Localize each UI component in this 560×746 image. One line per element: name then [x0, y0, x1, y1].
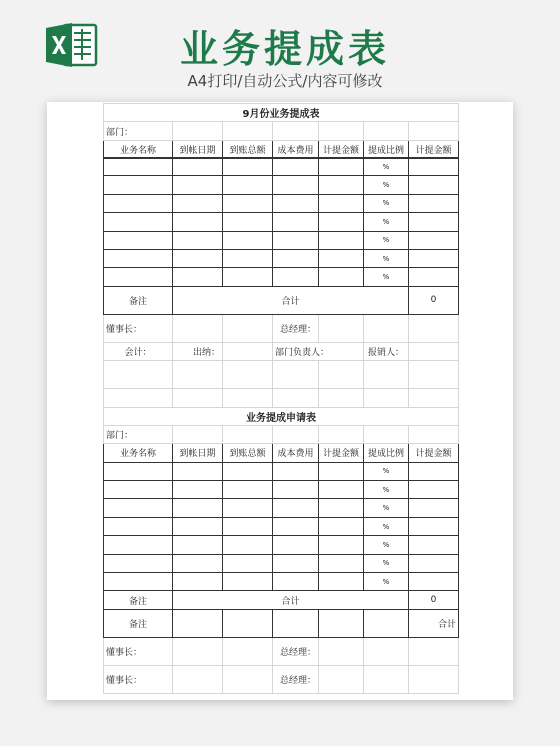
table-row: [104, 517, 459, 535]
gm-label: 总经理：: [273, 314, 319, 342]
cell[interactable]: [273, 122, 319, 140]
cell[interactable]: [104, 176, 173, 194]
cell[interactable]: [319, 481, 364, 499]
reporter-label: 报销人：: [364, 342, 409, 360]
cell[interactable]: [223, 389, 273, 407]
cell[interactable]: [223, 665, 273, 693]
percent-cell[interactable]: %: [364, 158, 409, 176]
remark-label: 备注: [104, 609, 173, 637]
cell[interactable]: [409, 637, 459, 665]
cell[interactable]: [273, 517, 319, 535]
cell[interactable]: [104, 573, 173, 591]
cell[interactable]: [319, 268, 364, 286]
col-header: 到帐日期: [173, 140, 223, 158]
total-label: 合计: [409, 609, 459, 637]
cell[interactable]: [364, 637, 409, 665]
cell[interactable]: [319, 122, 364, 140]
cell[interactable]: [223, 425, 273, 443]
table-row: [104, 536, 459, 554]
table-row: [104, 499, 459, 517]
cell[interactable]: [364, 665, 409, 693]
cell[interactable]: [409, 481, 459, 499]
cell[interactable]: [319, 314, 364, 342]
percent-cell[interactable]: %: [364, 231, 409, 249]
cell[interactable]: [409, 517, 459, 535]
cell[interactable]: [273, 268, 319, 286]
cell[interactable]: [273, 499, 319, 517]
table-row: [104, 554, 459, 572]
cell[interactable]: [319, 536, 364, 554]
col-header: 计提金额: [409, 140, 459, 158]
cell[interactable]: [223, 231, 273, 249]
dept-label: 部门：: [104, 122, 173, 140]
cell[interactable]: [273, 609, 319, 637]
cell[interactable]: [409, 268, 459, 286]
cell[interactable]: [104, 231, 173, 249]
cell[interactable]: [223, 249, 273, 267]
cell[interactable]: [319, 573, 364, 591]
cell[interactable]: [319, 499, 364, 517]
cell[interactable]: [409, 176, 459, 194]
cell[interactable]: [319, 194, 364, 212]
cell[interactable]: [319, 517, 364, 535]
cell[interactable]: [409, 554, 459, 572]
gm-label: 总经理：: [273, 665, 319, 693]
table-row: [104, 268, 459, 286]
cell[interactable]: [223, 637, 273, 665]
cell[interactable]: [273, 462, 319, 480]
cell[interactable]: [223, 361, 273, 389]
cell[interactable]: [409, 231, 459, 249]
percent-cell[interactable]: %: [364, 554, 409, 572]
cell[interactable]: [364, 122, 409, 140]
cell[interactable]: [409, 249, 459, 267]
cell[interactable]: [319, 609, 364, 637]
col-header: 到账总额: [223, 444, 273, 462]
cell[interactable]: [409, 389, 459, 407]
cell[interactable]: [319, 213, 364, 231]
remark-label: 备注: [104, 591, 173, 609]
chairman-label: 懂事长：: [104, 637, 173, 665]
cell[interactable]: [273, 176, 319, 194]
cell[interactable]: [104, 554, 173, 572]
cell[interactable]: [223, 517, 273, 535]
cell[interactable]: [273, 573, 319, 591]
cell[interactable]: [273, 194, 319, 212]
cell[interactable]: [319, 554, 364, 572]
spreadsheet-paper: [47, 102, 513, 700]
cell[interactable]: [273, 361, 319, 389]
cell[interactable]: [409, 425, 459, 443]
col-header: 计提金额: [319, 444, 364, 462]
col-header: 到账总额: [223, 140, 273, 158]
cell[interactable]: [273, 213, 319, 231]
remark-label: 备注: [104, 286, 173, 314]
cell[interactable]: [104, 499, 173, 517]
col-header: 成本费用: [273, 140, 319, 158]
cell[interactable]: [223, 158, 273, 176]
cell[interactable]: [319, 462, 364, 480]
cell[interactable]: [173, 176, 223, 194]
cell[interactable]: [409, 158, 459, 176]
table-row: [104, 194, 459, 212]
cell[interactable]: [364, 361, 409, 389]
cashier-label: 出纳：: [173, 342, 223, 360]
section2-header-row: [104, 444, 459, 462]
cell[interactable]: [409, 122, 459, 140]
total-row: [104, 591, 459, 609]
percent-cell[interactable]: %: [364, 194, 409, 212]
cell[interactable]: [173, 517, 223, 535]
cell[interactable]: [104, 389, 173, 407]
page-title: 业务提成表: [179, 27, 390, 71]
cell[interactable]: [364, 425, 409, 443]
cell[interactable]: [173, 499, 223, 517]
cell[interactable]: [223, 314, 273, 342]
percent-cell[interactable]: %: [364, 517, 409, 535]
percent-cell[interactable]: %: [364, 481, 409, 499]
col-header: 成本费用: [273, 444, 319, 462]
total-label: 合计: [173, 286, 409, 314]
cell[interactable]: [273, 158, 319, 176]
cell[interactable]: [409, 573, 459, 591]
cell[interactable]: [223, 462, 273, 480]
cell[interactable]: [273, 389, 319, 407]
page-header: [0, 0, 560, 100]
cell[interactable]: [104, 361, 173, 389]
cell[interactable]: [273, 554, 319, 572]
table-row: [104, 462, 459, 480]
percent-cell[interactable]: %: [364, 499, 409, 517]
cell[interactable]: [364, 609, 409, 637]
cell[interactable]: [409, 665, 459, 693]
cell[interactable]: [409, 499, 459, 517]
cell[interactable]: [173, 554, 223, 572]
cell[interactable]: [173, 536, 223, 554]
total-value[interactable]: 0: [409, 286, 459, 314]
page-subtitle: A4打印/自动公式/内容可修改: [187, 72, 383, 90]
section1-body: [103, 157, 459, 694]
table-row: [104, 231, 459, 249]
cell[interactable]: [319, 231, 364, 249]
cell[interactable]: [409, 213, 459, 231]
total-row: [104, 286, 459, 314]
cell[interactable]: [173, 158, 223, 176]
table-row: [104, 158, 459, 176]
cell[interactable]: [104, 481, 173, 499]
cell[interactable]: [173, 314, 223, 342]
cell[interactable]: [104, 268, 173, 286]
total-row-2: [104, 609, 459, 637]
cell[interactable]: [223, 122, 273, 140]
col-header: 到帐日期: [173, 444, 223, 462]
cell[interactable]: [364, 314, 409, 342]
cell[interactable]: [319, 425, 364, 443]
cell[interactable]: [223, 536, 273, 554]
accountant-label: 会计：: [104, 342, 173, 360]
percent-cell[interactable]: %: [364, 249, 409, 267]
col-header: 业务名称: [104, 140, 173, 158]
percent-cell[interactable]: %: [364, 268, 409, 286]
cell[interactable]: [319, 361, 364, 389]
cell[interactable]: [223, 481, 273, 499]
cell[interactable]: [223, 194, 273, 212]
section1-title: 9月份业务提成表: [104, 104, 459, 122]
col-header: 提成比例: [364, 140, 409, 158]
cell[interactable]: [173, 481, 223, 499]
commission-sheet: [103, 103, 459, 159]
cell[interactable]: [273, 425, 319, 443]
cell[interactable]: [364, 389, 409, 407]
percent-cell[interactable]: %: [364, 176, 409, 194]
percent-cell[interactable]: %: [364, 536, 409, 554]
chairman-label: 懂事长：: [104, 665, 173, 693]
gm-label: 总经理：: [273, 637, 319, 665]
cell[interactable]: [173, 268, 223, 286]
excel-logo-icon: [42, 20, 100, 70]
chairman-label: 懂事长：: [104, 314, 173, 342]
cell[interactable]: [104, 249, 173, 267]
total-value[interactable]: 0: [409, 591, 459, 609]
percent-cell[interactable]: %: [364, 213, 409, 231]
section2-title: 业务提成申请表: [104, 407, 459, 425]
cell[interactable]: [223, 554, 273, 572]
table-row: [104, 249, 459, 267]
cell[interactable]: [104, 462, 173, 480]
table-row: [104, 481, 459, 499]
cell[interactable]: [104, 194, 173, 212]
col-header: 计提金额: [319, 140, 364, 158]
table-row: [104, 213, 459, 231]
cell[interactable]: [173, 194, 223, 212]
cell[interactable]: [409, 194, 459, 212]
cell[interactable]: [319, 158, 364, 176]
cell[interactable]: [273, 231, 319, 249]
cell[interactable]: [319, 249, 364, 267]
cell[interactable]: [409, 462, 459, 480]
percent-cell[interactable]: %: [364, 462, 409, 480]
cell[interactable]: [104, 517, 173, 535]
dept-head-label: 部门负责人：: [273, 342, 364, 360]
section1-header-row: [104, 140, 459, 158]
cell[interactable]: [173, 462, 223, 480]
cell[interactable]: [173, 361, 223, 389]
col-header: 计提金额: [409, 444, 459, 462]
cell[interactable]: [173, 637, 223, 665]
cell[interactable]: [104, 158, 173, 176]
cell[interactable]: [173, 665, 223, 693]
cell[interactable]: [173, 389, 223, 407]
cell[interactable]: [409, 314, 459, 342]
cell[interactable]: [319, 637, 364, 665]
cell[interactable]: [173, 249, 223, 267]
cell[interactable]: [223, 268, 273, 286]
cell[interactable]: [273, 249, 319, 267]
cell[interactable]: [409, 536, 459, 554]
col-header: 业务名称: [104, 444, 173, 462]
total-label: 合计: [173, 591, 409, 609]
cell[interactable]: [223, 176, 273, 194]
cell[interactable]: [223, 499, 273, 517]
cell[interactable]: [273, 536, 319, 554]
cell[interactable]: [223, 342, 273, 360]
cell[interactable]: [319, 176, 364, 194]
cell[interactable]: [273, 481, 319, 499]
cell[interactable]: [223, 213, 273, 231]
dept-label: 部门：: [104, 425, 173, 443]
cell[interactable]: [223, 573, 273, 591]
cell[interactable]: [223, 609, 273, 637]
cell[interactable]: [173, 122, 223, 140]
table-row: [104, 573, 459, 591]
cell[interactable]: [319, 665, 364, 693]
cell[interactable]: [173, 231, 223, 249]
cell[interactable]: [319, 389, 364, 407]
cell[interactable]: [173, 609, 223, 637]
percent-cell[interactable]: %: [364, 573, 409, 591]
col-header: 提成比例: [364, 444, 409, 462]
table-row: [104, 176, 459, 194]
cell[interactable]: [104, 536, 173, 554]
cell[interactable]: [104, 213, 173, 231]
cell[interactable]: [409, 342, 459, 360]
cell[interactable]: [409, 361, 459, 389]
cell[interactable]: [173, 425, 223, 443]
cell[interactable]: [173, 573, 223, 591]
cell[interactable]: [173, 213, 223, 231]
